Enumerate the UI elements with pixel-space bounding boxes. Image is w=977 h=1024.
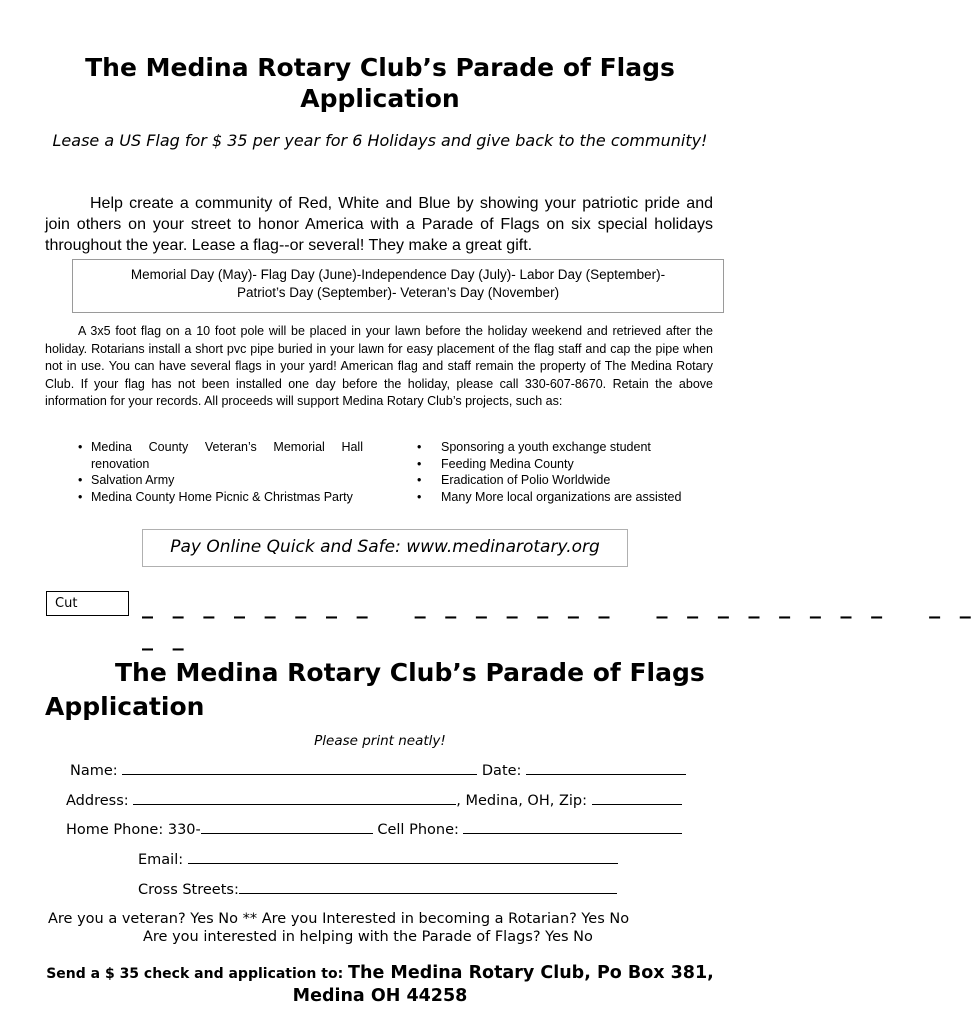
email-field[interactable] bbox=[188, 849, 618, 864]
cross-streets-label: Cross Streets: bbox=[138, 882, 239, 898]
name-field[interactable] bbox=[122, 760, 477, 775]
page-title: The Medina Rotary Club’s Parade of Flags Application bbox=[85, 53, 675, 113]
send-prefix: Send a $ 35 check and application to: bbox=[46, 966, 349, 982]
list-item: • Salvation Army bbox=[78, 472, 363, 489]
mailing-address: The Medina Rotary Club, Po Box 381, Medina OH 44258 bbox=[292, 963, 714, 1006]
details-paragraph: A 3x5 foot flag on a 10 foot pole will be placed in your lawn before the holiday weekend and retrieved after the holiday. Rotarians install a short pvc pipe buried in your lawn for easy placement of the flag staff and cap the pipe when not in use. You can have several flags in your yard! American flag and staff remain the property of The Medina Rotary Club. If your flag has not been installed one day before the holiday, please call 330-607-8670. Retain the above information for your records. All proceeds will support Medina Rotary Club’s projects, such as: bbox=[45, 324, 713, 408]
list-item: • Eradication of Polio Worldwide bbox=[417, 472, 727, 489]
date-label: Date: bbox=[481, 763, 522, 779]
page-subtitle: Lease a US Flag for $ 35 per year for 6 Holidays and give back to the community! bbox=[52, 131, 708, 150]
name-label: Name: bbox=[70, 763, 118, 779]
intro-paragraph: Help create a community of Red, White and Blue by showing your patriotic pride and join others on your street to honor America with a Parade of Flags on six special holidays throughout the year. Lease a flag--or several! They make a great gift. bbox=[45, 195, 713, 254]
city-state-label: , Medina, OH, Zip: bbox=[456, 793, 588, 809]
home-phone-label: Home Phone: 330- bbox=[66, 822, 201, 838]
email-label: Email: bbox=[138, 852, 184, 868]
home-phone-field[interactable] bbox=[201, 819, 373, 834]
list-item: • Medina County Veteran’s Memorial Hall renovation bbox=[78, 439, 363, 472]
zip-field[interactable] bbox=[592, 790, 682, 805]
holiday-list-box bbox=[72, 259, 724, 313]
print-instruction: Please print neatly! bbox=[314, 733, 446, 749]
list-item: • Sponsoring a youth exchange student bbox=[417, 439, 727, 456]
veteran-rotarian-question: Are you a veteran? Yes No ** Are you Interested in becoming a Rotarian? Yes No bbox=[48, 911, 630, 927]
cut-dashed-line: _ _ _ _ _ _ _ _ _ _ _ _ _ _ _ _ _ _ _ _ _ _ _ _ _ bbox=[142, 594, 977, 619]
address-row bbox=[66, 790, 682, 811]
projects-list-left bbox=[78, 439, 363, 505]
address-label: Address: bbox=[66, 793, 129, 809]
list-item: • Feeding Medina County bbox=[417, 456, 727, 473]
cross-streets-field[interactable] bbox=[239, 879, 617, 894]
list-item: • Many More local organizations are assisted bbox=[417, 489, 727, 506]
cross-streets-row bbox=[138, 879, 617, 900]
holiday-line-2: Patriot’s Day (September)- Veteran’s Day (November) bbox=[236, 285, 560, 300]
list-item: • Medina County Home Picnic & Christmas Party bbox=[78, 489, 363, 506]
address-field[interactable] bbox=[133, 790, 456, 805]
date-field[interactable] bbox=[526, 760, 686, 775]
form-title: The Medina Rotary Club’s Parade of Flags Application bbox=[45, 658, 705, 721]
phone-row bbox=[66, 819, 682, 840]
holiday-line-1: Memorial Day (May)- Flag Day (June)-Independence Day (July)- Labor Day (September)- bbox=[130, 267, 666, 282]
cut-label-box: Cut bbox=[46, 591, 129, 616]
cell-phone-label: Cell Phone: bbox=[377, 822, 459, 838]
name-date-row bbox=[70, 760, 686, 781]
projects-list-right bbox=[417, 439, 727, 505]
mailing-instructions bbox=[40, 962, 720, 1007]
help-parade-question: Are you interested in helping with the Parade of Flags? Yes No bbox=[143, 929, 593, 945]
pay-online-box: Pay Online Quick and Safe: www.medinarotary.org bbox=[142, 529, 628, 567]
cut-dashed-line-continued: _ _ bbox=[142, 626, 190, 651]
email-row bbox=[138, 849, 618, 870]
cell-phone-field[interactable] bbox=[463, 819, 682, 834]
